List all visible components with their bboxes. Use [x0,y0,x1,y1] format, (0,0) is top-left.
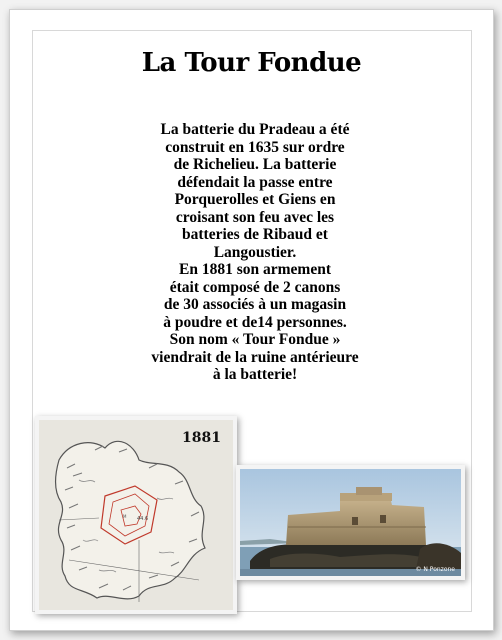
map-drawing [39,420,233,610]
svg-text:44.6: 44.6 [137,516,149,522]
body-paragraph [120,121,390,384]
body-line: Langoustier. [213,243,297,261]
body-line: Porquerolles et Giens en [174,191,336,208]
body-line: Son nom « Tour Fondue » [169,331,341,348]
page-title: La Tour Fondue [141,48,362,78]
body-line: à poudre et de14 personnes. [163,313,347,331]
body-line: batteries de Ribaud et [182,226,328,243]
body-line: viendrait de la ruine antérieure [151,348,359,366]
fort-drawing [240,469,461,576]
body-line: était composé de 2 canons [169,278,341,296]
map-year-label: 1881 [182,430,221,446]
body-line: de 30 associés à un magasin [163,296,347,313]
photo-credit: © N Ponzone [415,566,455,573]
svg-text:M: M [123,514,127,519]
body-line: La batterie du Pradeau a été [160,121,350,138]
historic-map-image [35,416,237,614]
body-line: défendait la passe entre [177,173,333,191]
body-line: croisant son feu avec les [175,208,335,226]
document-page [9,9,494,631]
fort-photo-image [236,465,465,580]
body-line: En 1881 son armement [179,261,331,278]
body-line: à la batterie! [212,366,298,383]
body-line: construit en 1635 sur ordre [165,138,345,156]
body-line: de Richelieu. La batterie [173,156,337,173]
